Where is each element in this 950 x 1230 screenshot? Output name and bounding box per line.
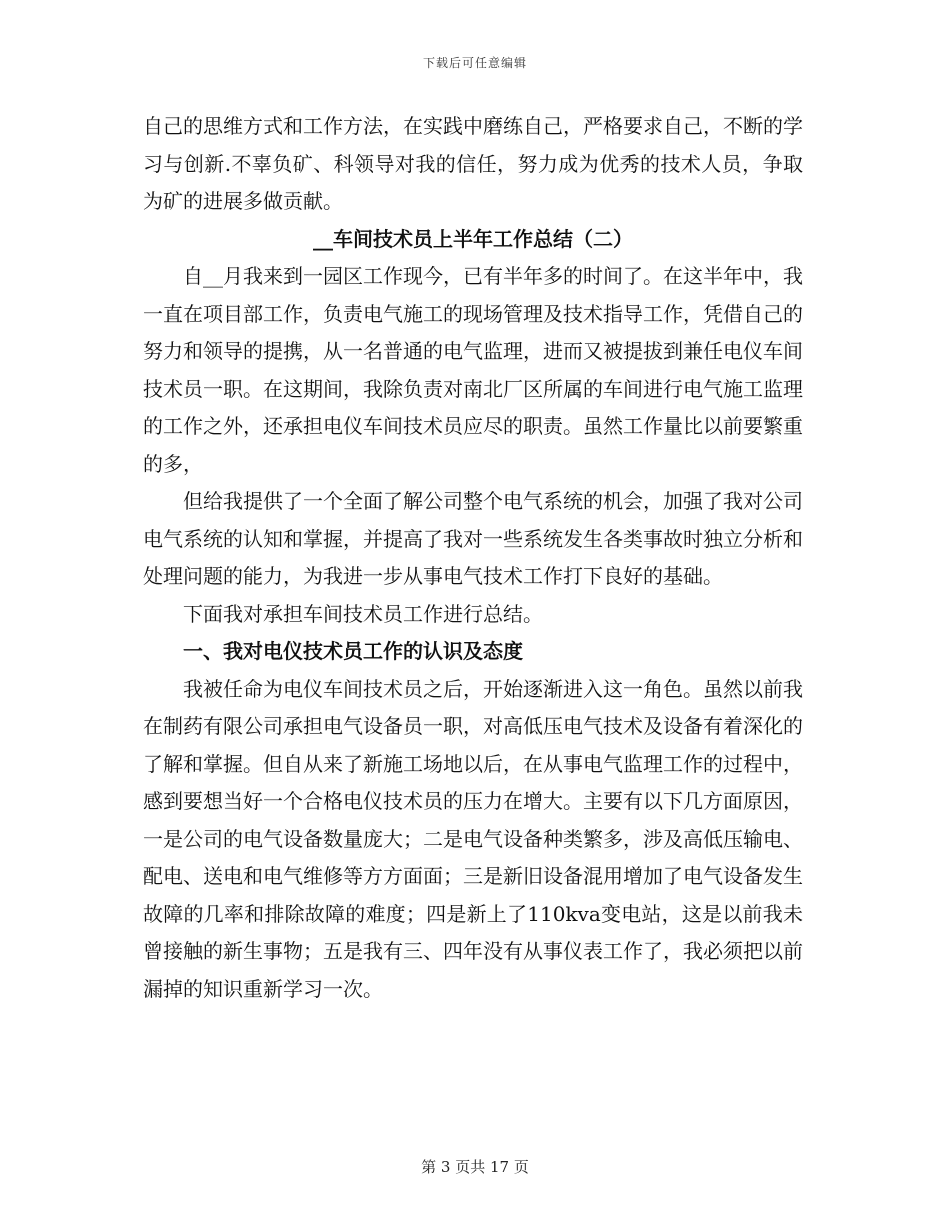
section-heading: 一、我对电仪技术员工作的认识及态度: [183, 639, 523, 663]
section-title: __车间技术员上半年工作总结（二）: [313, 226, 633, 251]
paragraph: 自己的思维方式和工作方法，在实践中磨练自己，严格要求自己，不断的学习与创新.不辜负矿、科领导对我的信任，努力成为优秀的技术人员，争取为矿的进展多做贡献。: [143, 114, 803, 213]
page-footer: 第 3 页共 17 页: [421, 1158, 529, 1176]
document-body: [143, 108, 803, 1008]
paragraph: 自__月我来到一园区工作现今，已有半年多的时间了。在这半年中，我一直在项目部工作，负责电气施工的现场管理及技术指导工作，凭借自己的努力和领导的提携，从一名普通的电气监理，进而又被提拔到兼任电仪车间技术员一职。在这期间，我除负责对南北厂区所属的车间进行电气施工监理的工作之外，还承担电仪车间技术员应尽的职责。虽然工作量比以前要繁重的多，: [143, 264, 803, 476]
paragraph: 但给我提供了一个全面了解公司整个电气系统的机会，加强了我对公司电气系统的认知和掌握，并提高了我对一些系统发生各类事故时独立分析和处理问题的能力，为我进一步从事电气技术工作打下良好的基础。: [143, 489, 803, 588]
paragraph: 下面我对承担车间技术员工作进行总结。: [183, 601, 543, 626]
paragraph: 我被任命为电仪车间技术员之后，开始逐渐进入这一角色。虽然以前我在制药有限公司承担电气设备员一职，对高低压电气技术及设备有着深化的了解和掌握。但自从来了新施工场地以后，在从事电气监理工作的过程中，感到要想当好一个合格电仪技术员的压力在增大。主要有以下几方面原因，一是公司的电气设备数量庞大；二是电气设备种类繁多，涉及高低压输电、配电、送电和电气维修等方方面面；三是新旧设备混用增加了电气设备发生故障的几率和排除故障的难度；四是新上了110kva变电站，这是以前我未曾接触的新生事物；五是我有三、四年没有从事仪表工作了，我必须把以前漏掉的知识重新学习一次。: [143, 676, 803, 1001]
page-header: 下载后可任意编辑: [422, 56, 527, 70]
